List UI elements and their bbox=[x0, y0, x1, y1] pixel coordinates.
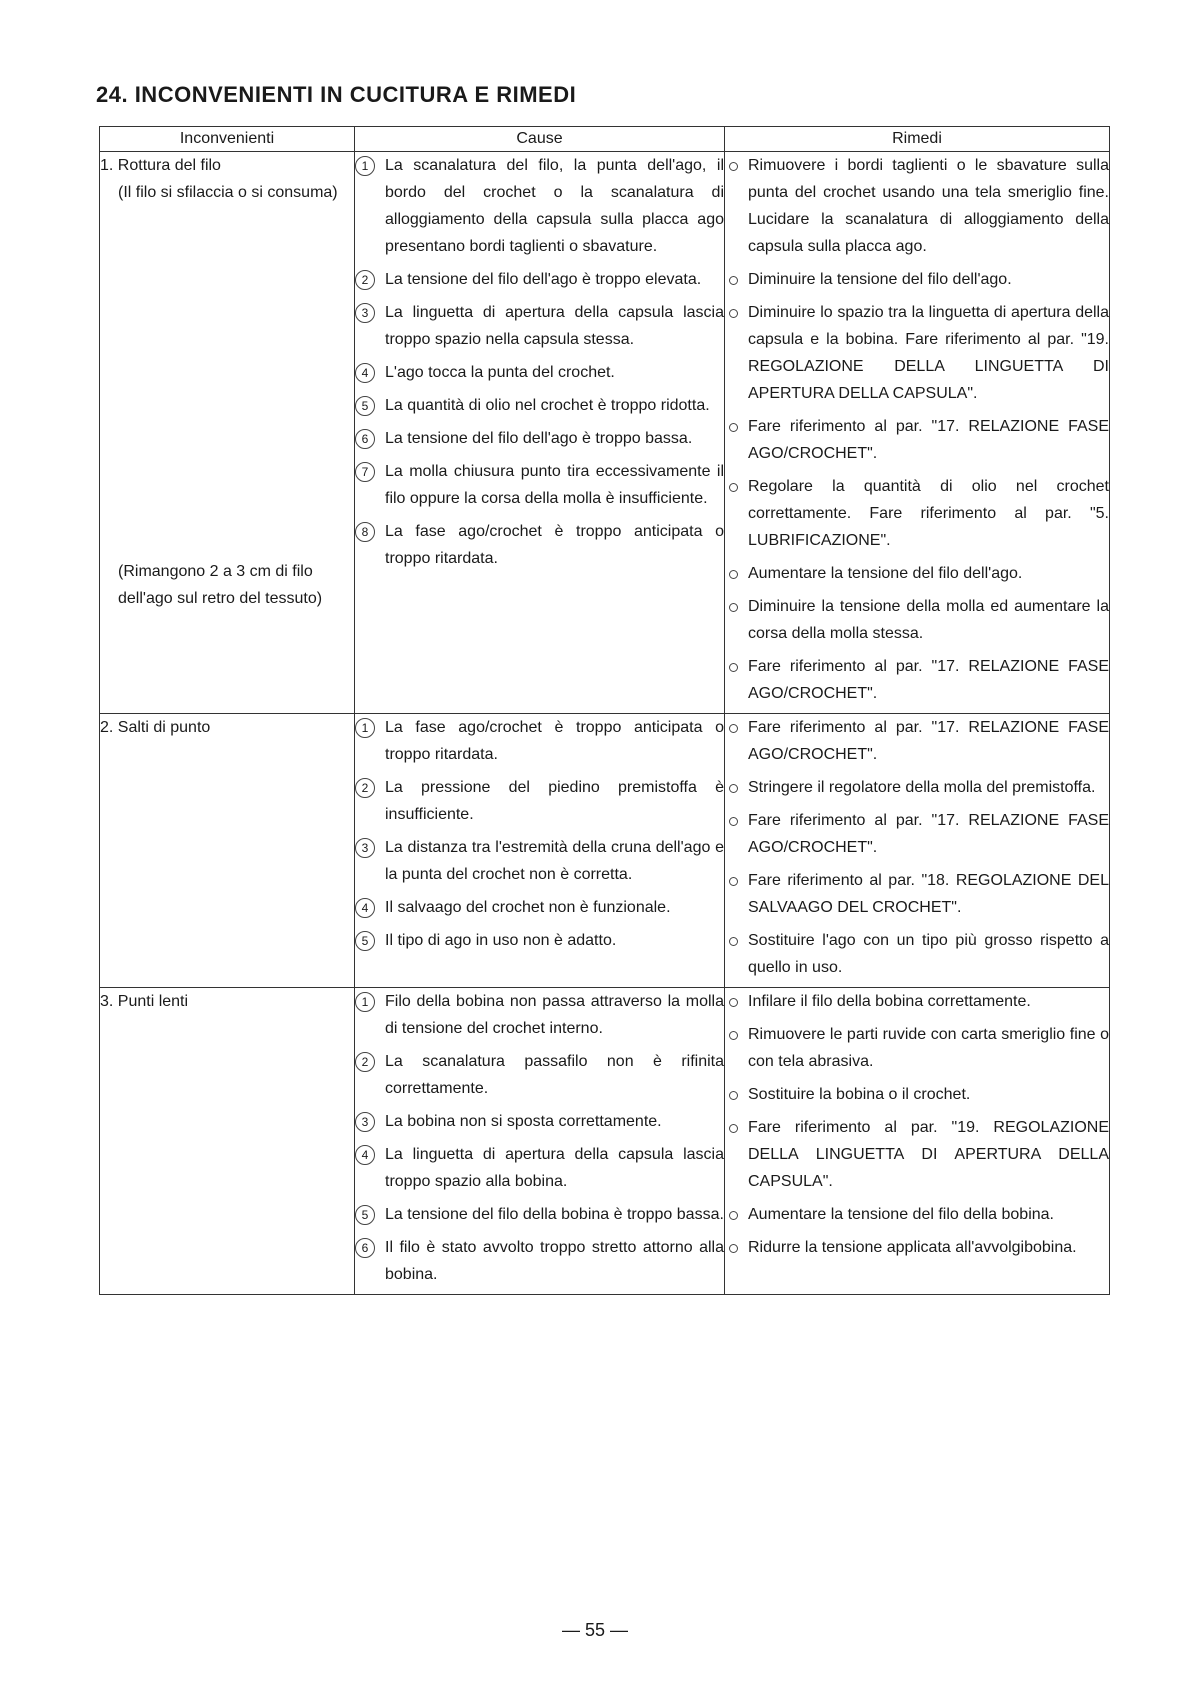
cause-item bbox=[355, 834, 724, 888]
problem-cell bbox=[100, 988, 355, 1295]
remedy-text: Rimuovere le parti ruvide con carta smeriglio fine o con tela abrasiva. bbox=[748, 1026, 1109, 1070]
bullet-circle-icon bbox=[729, 276, 738, 285]
remedies-cell bbox=[725, 714, 1110, 988]
cause-item bbox=[355, 359, 724, 386]
remedy-item bbox=[725, 1021, 1109, 1075]
cause-item bbox=[355, 894, 724, 921]
cause-item bbox=[355, 266, 724, 293]
cause-text: La tensione del filo dell'ago è troppo elevata. bbox=[385, 271, 702, 288]
bullet-circle-icon bbox=[729, 1091, 738, 1100]
cause-number: 4 bbox=[355, 363, 375, 383]
bullet-circle-icon bbox=[729, 309, 738, 318]
cause-text: La scanalatura passafilo non è rifinita correttamente. bbox=[385, 1053, 724, 1097]
remedy-item bbox=[725, 927, 1109, 981]
bullet-circle-icon bbox=[729, 998, 738, 1007]
cause-number: 6 bbox=[355, 1238, 375, 1258]
cause-number: 5 bbox=[355, 931, 375, 951]
bullet-circle-icon bbox=[729, 724, 738, 733]
remedy-text: Regolare la quantità di olio nel crochet correttamente. Fare riferimento al par. "5. LUBRIFICAZIONE". bbox=[748, 478, 1109, 549]
cause-item bbox=[355, 774, 724, 828]
remedy-text: Aumentare la tensione del filo dell'ago. bbox=[748, 565, 1023, 582]
cause-text: Il filo è stato avvolto troppo stretto attorno alla bobina. bbox=[385, 1239, 724, 1283]
remedy-item bbox=[725, 473, 1109, 554]
remedy-text: Fare riferimento al par. "19. REGOLAZIONE DELLA LINGUETTA DI APERTURA DELLA CAPSULA". bbox=[748, 1119, 1109, 1190]
problem-note: (Rimangono 2 a 3 cm di filo dell'ago sul retro del tessuto) bbox=[118, 563, 323, 607]
table-body bbox=[100, 152, 1110, 1295]
cause-item bbox=[355, 152, 724, 260]
cause-number: 7 bbox=[355, 462, 375, 482]
remedy-text: Aumentare la tensione del filo della bobina. bbox=[748, 1206, 1054, 1223]
cause-item bbox=[355, 927, 724, 954]
bullet-circle-icon bbox=[729, 1124, 738, 1133]
remedy-item bbox=[725, 714, 1109, 768]
cause-text: La fase ago/crochet è troppo anticipata o troppo ritardata. bbox=[385, 719, 724, 763]
cause-item bbox=[355, 518, 724, 572]
cause-number: 2 bbox=[355, 1052, 375, 1072]
cause-text: La distanza tra l'estremità della cruna dell'ago e la punta del crochet non è corretta. bbox=[385, 839, 724, 883]
remedy-item bbox=[725, 807, 1109, 861]
cause-text: La linguetta di apertura della capsula lascia troppo spazio nella capsula stessa. bbox=[385, 304, 724, 348]
bullet-circle-icon bbox=[729, 663, 738, 672]
cause-number: 8 bbox=[355, 522, 375, 542]
causes-cell bbox=[355, 988, 725, 1295]
cause-number: 2 bbox=[355, 778, 375, 798]
cause-number: 1 bbox=[355, 992, 375, 1012]
remedy-text: Stringere il regolatore della molla del premistoffa. bbox=[748, 779, 1096, 796]
problem-title: 2. Salti di punto bbox=[100, 719, 211, 736]
remedy-text: Diminuire lo spazio tra la linguetta di apertura della capsula e la bobina. Fare riferimento al par. "19. REGOLAZIONE DELLA LINGUETTA DI APERTURA DELLA CAPSULA". bbox=[748, 304, 1109, 402]
causes-cell bbox=[355, 152, 725, 714]
cause-item bbox=[355, 425, 724, 452]
cause-item bbox=[355, 1048, 724, 1102]
cause-text: La molla chiusura punto tira eccessivamente il filo oppure la corsa della molla è insufficiente. bbox=[385, 463, 724, 507]
bullet-circle-icon bbox=[729, 570, 738, 579]
remedy-item bbox=[725, 152, 1109, 260]
remedy-item bbox=[725, 266, 1109, 293]
cause-number: 6 bbox=[355, 429, 375, 449]
cause-item bbox=[355, 392, 724, 419]
cause-item bbox=[355, 1108, 724, 1135]
cause-item bbox=[355, 988, 724, 1042]
cause-text: L'ago tocca la punta del crochet. bbox=[385, 364, 615, 381]
bullet-circle-icon bbox=[729, 817, 738, 826]
cause-number: 5 bbox=[355, 396, 375, 416]
remedy-text: Diminuire la tensione della molla ed aumentare la corsa della molla stessa. bbox=[748, 598, 1109, 642]
cause-number: 4 bbox=[355, 1145, 375, 1165]
header-remedies: Rimedi bbox=[725, 127, 1110, 152]
header-problems: Inconvenienti bbox=[100, 127, 355, 152]
cause-text: Filo della bobina non passa attraverso la molla di tensione del crochet interno. bbox=[385, 993, 724, 1037]
problem-title: 1. Rottura del filo bbox=[100, 157, 221, 174]
cause-number: 3 bbox=[355, 303, 375, 323]
bullet-circle-icon bbox=[729, 603, 738, 612]
remedy-item bbox=[725, 988, 1109, 1015]
cause-text: La bobina non si sposta correttamente. bbox=[385, 1113, 662, 1130]
remedy-text: Sostituire l'ago con un tipo più grosso rispetto a quello in uso. bbox=[748, 932, 1109, 976]
bullet-circle-icon bbox=[729, 1211, 738, 1220]
cause-item bbox=[355, 1141, 724, 1195]
bullet-circle-icon bbox=[729, 162, 738, 171]
remedy-text: Diminuire la tensione del filo dell'ago. bbox=[748, 271, 1012, 288]
bullet-circle-icon bbox=[729, 1244, 738, 1253]
bullet-circle-icon bbox=[729, 937, 738, 946]
remedy-item bbox=[725, 653, 1109, 707]
header-causes: Cause bbox=[355, 127, 725, 152]
remedy-text: Fare riferimento al par. "17. RELAZIONE FASE AGO/CROCHET". bbox=[748, 658, 1109, 702]
cause-text: La tensione del filo dell'ago è troppo bassa. bbox=[385, 430, 693, 447]
remedy-item bbox=[725, 299, 1109, 407]
cause-text: La quantità di olio nel crochet è troppo ridotta. bbox=[385, 397, 710, 414]
cause-number: 1 bbox=[355, 718, 375, 738]
remedy-item bbox=[725, 593, 1109, 647]
remedy-text: Sostituire la bobina o il crochet. bbox=[748, 1086, 971, 1103]
page-title: 24. INCONVENIENTI IN CUCITURA E RIMEDI bbox=[96, 82, 577, 107]
bullet-circle-icon bbox=[729, 877, 738, 886]
remedy-item bbox=[725, 1201, 1109, 1228]
troubleshooting-table bbox=[99, 126, 1110, 1295]
cause-item bbox=[355, 714, 724, 768]
remedy-item bbox=[725, 413, 1109, 467]
problem-cell bbox=[100, 714, 355, 988]
bullet-circle-icon bbox=[729, 784, 738, 793]
cause-item bbox=[355, 299, 724, 353]
cause-item bbox=[355, 1234, 724, 1288]
cause-number: 3 bbox=[355, 838, 375, 858]
table-header-row bbox=[100, 127, 1110, 152]
causes-cell bbox=[355, 714, 725, 988]
remedy-text: Fare riferimento al par. "18. REGOLAZIONE DEL SALVAAGO DEL CROCHET". bbox=[748, 872, 1109, 916]
bullet-circle-icon bbox=[729, 423, 738, 432]
cause-text: La linguetta di apertura della capsula lascia troppo spazio alla bobina. bbox=[385, 1146, 724, 1190]
cause-number: 2 bbox=[355, 270, 375, 290]
remedy-text: Fare riferimento al par. "17. RELAZIONE FASE AGO/CROCHET". bbox=[748, 812, 1109, 856]
cause-text: Il salvaago del crochet non è funzionale. bbox=[385, 899, 671, 916]
page-number: — 55 — bbox=[561, 1620, 629, 1640]
bullet-circle-icon bbox=[729, 483, 738, 492]
cause-text: La tensione del filo della bobina è troppo bassa. bbox=[385, 1206, 724, 1223]
remedy-text: Rimuovere i bordi taglienti o le sbavature sulla punta del crochet usando una tela smeriglio fine. Lucidare la scanalatura di alloggiamento della capsula sulla placca ago. bbox=[748, 157, 1109, 255]
remedy-item bbox=[725, 1114, 1109, 1195]
cause-text: La fase ago/crochet è troppo anticipata o troppo ritardata. bbox=[385, 523, 724, 567]
problem-title: 3. Punti lenti bbox=[100, 993, 189, 1010]
remedy-item bbox=[725, 1081, 1109, 1108]
cause-text: Il tipo di ago in uso non è adatto. bbox=[385, 932, 617, 949]
remedy-item bbox=[725, 774, 1109, 801]
cause-item bbox=[355, 1201, 724, 1228]
problem-subtitle: (Il filo si sfilaccia o si consuma) bbox=[118, 184, 338, 201]
remedy-text: Ridurre la tensione applicata all'avvolgibobina. bbox=[748, 1239, 1077, 1256]
remedy-item bbox=[725, 560, 1109, 587]
remedy-text: Infilare il filo della bobina correttamente. bbox=[748, 993, 1031, 1010]
cause-text: La pressione del piedino premistoffa è insufficiente. bbox=[385, 779, 724, 823]
cause-text: La scanalatura del filo, la punta dell'ago, il bordo del crochet o la scanalatura di alloggiamento della capsula sulla placca ago presentano bordi taglienti o sbavature. bbox=[385, 157, 724, 255]
cause-item bbox=[355, 458, 724, 512]
cause-number: 1 bbox=[355, 156, 375, 176]
remedy-item bbox=[725, 1234, 1109, 1261]
problem-group bbox=[100, 714, 1110, 988]
remedy-item bbox=[725, 867, 1109, 921]
cause-number: 4 bbox=[355, 898, 375, 918]
remedy-text: Fare riferimento al par. "17. RELAZIONE FASE AGO/CROCHET". bbox=[748, 418, 1109, 462]
bullet-circle-icon bbox=[729, 1031, 738, 1040]
cause-number: 3 bbox=[355, 1112, 375, 1132]
cause-number: 5 bbox=[355, 1205, 375, 1225]
remedies-cell bbox=[725, 152, 1110, 714]
problem-cell bbox=[100, 152, 355, 714]
remedies-cell bbox=[725, 988, 1110, 1295]
remedy-text: Fare riferimento al par. "17. RELAZIONE FASE AGO/CROCHET". bbox=[748, 719, 1109, 763]
problem-group bbox=[100, 152, 1110, 714]
problem-group bbox=[100, 988, 1110, 1295]
